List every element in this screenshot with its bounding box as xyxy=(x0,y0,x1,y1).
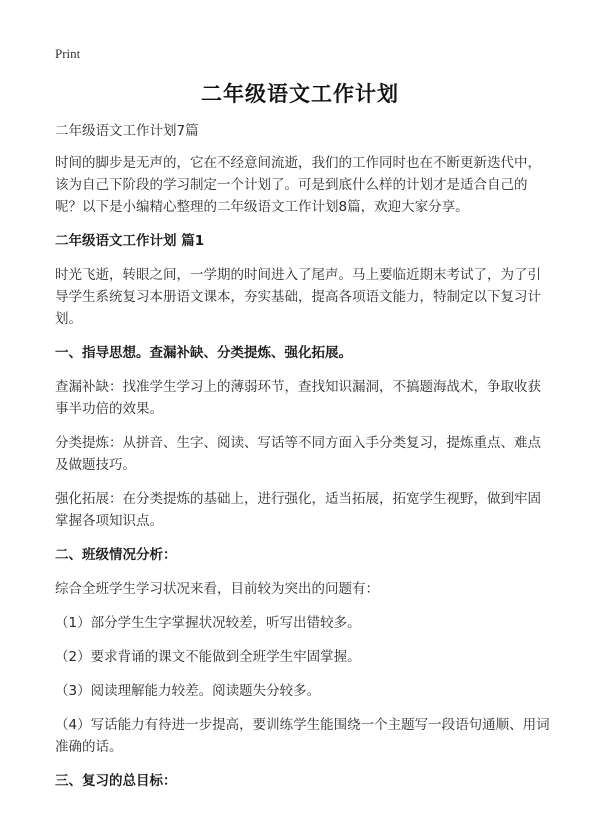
list-item: （3）阅读理解能力较差。阅读题失分较多。 xyxy=(55,683,321,699)
paragraph-strengthen: 强化拓展：在分类提炼的基础上，进行强化，适当拓展，拓宽学生视野，做到牢固掌握各项知识点。 xyxy=(55,491,541,529)
paragraph-classify: 分类提炼：从拼音、生字、阅读、写话等不同方面入手分类复习，提炼重点、难点及做题技巧。 xyxy=(55,435,541,473)
heading-review-goals: 三、复习的总目标： xyxy=(55,773,177,789)
print-link[interactable]: Print xyxy=(55,46,81,61)
intro-paragraph: 时间的脚步是无声的，它在不经意间流逝，我们的工作同时也在不断更新迭代中，该为自己下阶段的学习制定一个计划了。可是到底什么样的计划才是适合自己的呢？以下是小编精心整理的二年级语文工作计划8篇，欢迎大家分享。 xyxy=(55,155,541,215)
section-intro-paragraph: 时光飞逝，转眼之间，一学期的时间进入了尾声。马上要临近期末考试了，为了引导学生系统复习本册语文课本，夯实基础，提高各项语文能力，特制定以下复习计划。 xyxy=(55,267,541,327)
list-item: （1）部分学生生字掌握状况较差，听写出错较多。 xyxy=(55,615,361,631)
heading-guiding-ideas: 一、指导思想。查漏补缺、分类提炼、强化拓展。 xyxy=(55,345,352,361)
list-item: （4）写话能力有待进一步提高，要训练学生能围绕一个主题写一段语句通顺、用词准确的话。 xyxy=(55,717,550,755)
list-item: （2）要求背诵的课文不能做到全班学生牢固掌握。 xyxy=(55,649,361,665)
document-subtitle: 二年级语文工作计划7篇 xyxy=(55,123,199,139)
paragraph-fill-gaps: 查漏补缺：找准学生学习上的薄弱环节，查找知识漏洞，不搞题海战术，争取收获事半功倍的效果。 xyxy=(55,379,541,417)
section-title: 二年级语文工作计划 篇1 xyxy=(55,233,205,249)
document-body xyxy=(55,120,550,804)
heading-class-analysis: 二、班级情况分析： xyxy=(55,547,177,563)
paragraph-class-overview: 综合全班学生学习状况来看，目前较为突出的问题有： xyxy=(55,581,379,597)
page-title: 二年级语文工作计划 xyxy=(201,82,399,106)
